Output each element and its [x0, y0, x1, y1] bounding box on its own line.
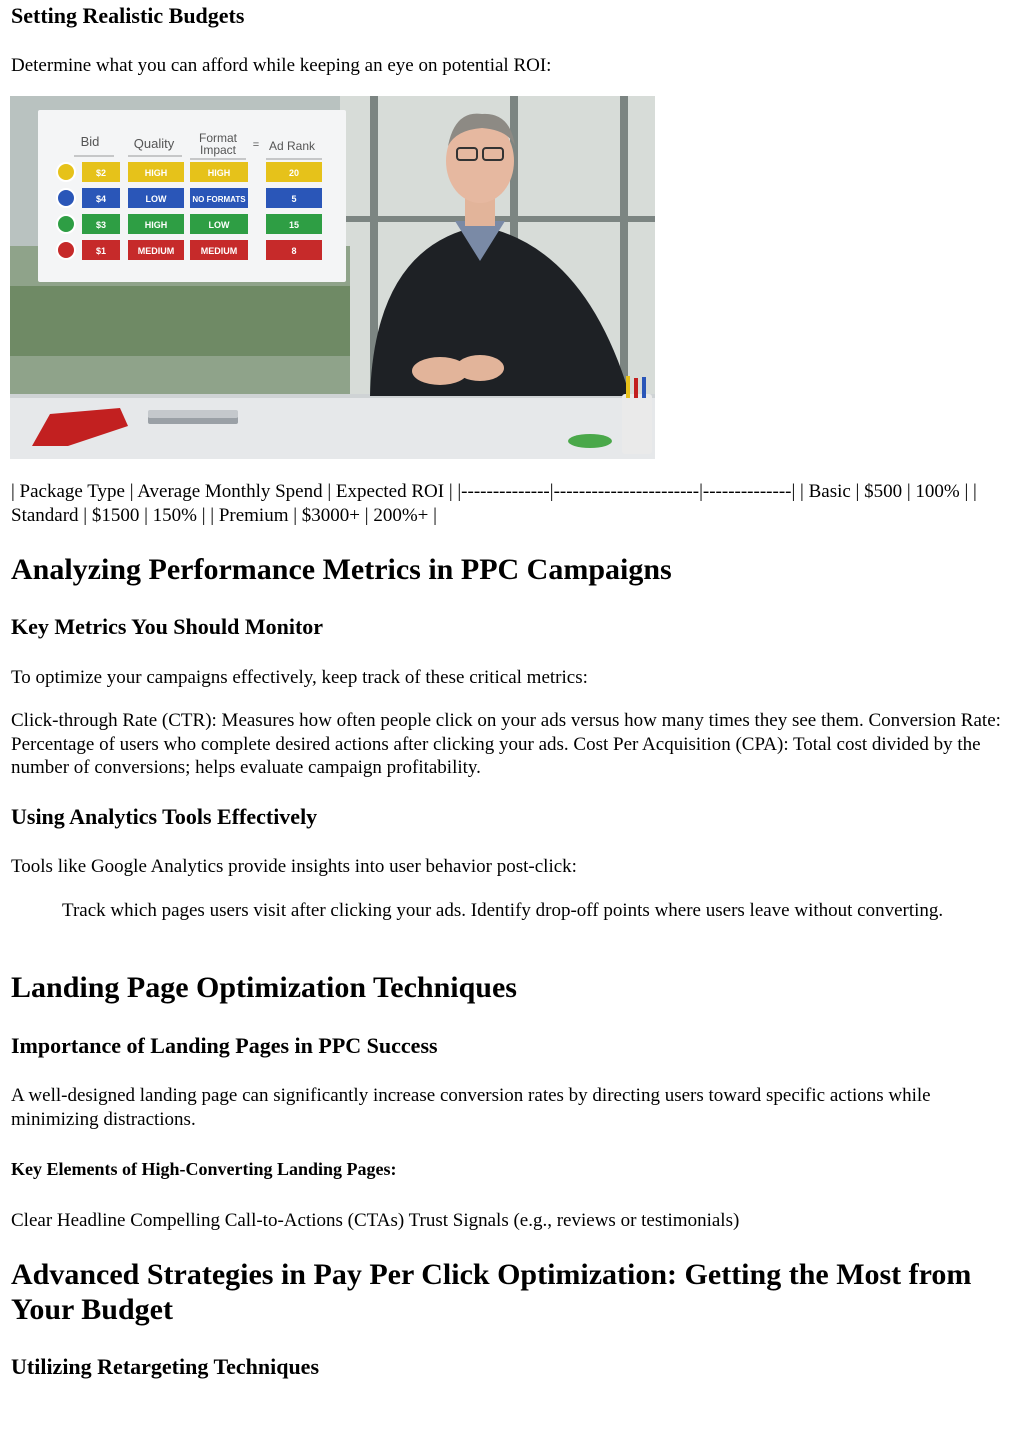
analytics-heading: Using Analytics Tools Effectively: [11, 804, 318, 829]
analytics-blockquote: Track which pages users visit after clicking your ads. Identify drop-off points where users leave without converting.: [62, 900, 944, 921]
key-elements-heading: Key Elements of High-Converting Landing Pages:: [11, 1159, 397, 1179]
board-header-format-line1: Format: [198, 131, 238, 145]
analytics-intro: Tools like Google Analytics provide insights into user behavior post-click:: [11, 856, 577, 877]
key-elements-body: Clear Headline Compelling Call-to-Actions (CTAs) Trust Signals (e.g., reviews or testimonials): [11, 1210, 740, 1231]
metrics-title: Analyzing Performance Metrics in PPC Campaigns: [11, 553, 672, 586]
advanced-title: Advanced Strategies in Pay Per Click Optimization: Getting the Most from Your Budget: [11, 1258, 972, 1326]
bid-cell: $3: [95, 220, 107, 230]
key-metrics-body: Click-through Rate (CTR): Measures how often people click on your ads versus how many times they see them. Conversion Rate: Percentage of users who complete desired actions after clicking your ads. Cost Per Acquisition (CPA): Total cost divided by the number of conversions; helps evaluate campaign profitability.: [11, 710, 1001, 778]
board-header-ad-rank: Ad Rank: [268, 139, 316, 153]
video-still-image: [10, 96, 655, 459]
rank-cell: 8: [291, 246, 297, 256]
format-cell: MEDIUM: [200, 246, 238, 256]
format-cell: HIGH: [207, 168, 231, 178]
bid-cell: $1: [95, 246, 107, 256]
board-header-equals: =: [252, 139, 260, 151]
quality-cell: LOW: [145, 194, 167, 204]
format-cell: NO FORMATS: [192, 195, 246, 204]
budgets-heading: Setting Realistic Budgets: [11, 3, 245, 28]
retargeting-heading: Utilizing Retargeting Techniques: [11, 1354, 320, 1379]
rank-cell: 20: [288, 168, 300, 178]
bid-cell: $2: [95, 168, 107, 178]
key-metrics-heading: Key Metrics You Should Monitor: [11, 614, 324, 639]
quality-cell: HIGH: [144, 220, 168, 230]
board-header-bid: Bid: [80, 134, 100, 149]
user-avatar-icon: [57, 215, 75, 233]
landing-title: Landing Page Optimization Techniques: [11, 971, 517, 1004]
package-table-text: | Package Type | Average Monthly Spend | Expected ROI | |--------------|-----------------------|--------------| | Basic | $500 | 100% | | Standard | $1500 | 150% | | Premium | $3000+ | 200%+ |: [11, 481, 977, 526]
quality-cell: HIGH: [144, 168, 168, 178]
presenter-illustration: [10, 96, 655, 459]
key-metrics-intro: To optimize your campaigns effectively, keep track of these critical metrics:: [11, 667, 588, 688]
bid-cell: $4: [95, 194, 107, 204]
rank-cell: 15: [288, 220, 300, 230]
rank-cell: 5: [291, 194, 297, 204]
board-header-format-line2: Impact: [199, 143, 237, 157]
user-avatar-icon: [57, 163, 75, 181]
landing-importance-body: A well-designed landing page can significantly increase conversion rates by directing users toward specific actions while minimizing distractions.: [11, 1085, 931, 1130]
user-avatar-icon: [57, 189, 75, 207]
user-avatar-icon: [57, 241, 75, 259]
budgets-intro: Determine what you can afford while keeping an eye on potential ROI:: [11, 55, 552, 76]
quality-cell: MEDIUM: [137, 246, 175, 256]
ad-rank-board: [38, 110, 346, 282]
landing-importance-heading: Importance of Landing Pages in PPC Success: [11, 1033, 438, 1058]
board-header-quality: Quality: [133, 136, 175, 151]
format-cell: LOW: [208, 220, 230, 230]
